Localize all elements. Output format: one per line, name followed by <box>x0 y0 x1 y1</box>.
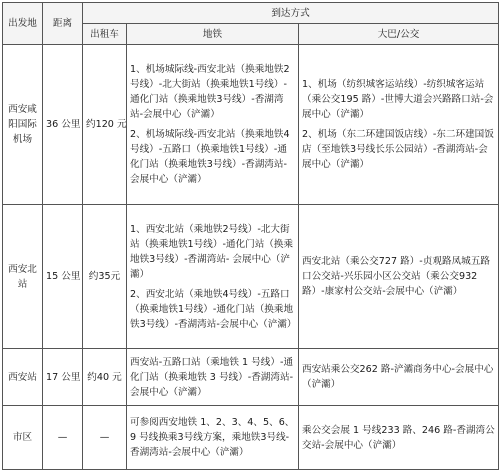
metro-route: 2、机场城际线-西安北站（换乘地铁4号线）-五路口（换乘地铁1号线）-通化门站（换乘地铁3号线）-香湖湾站-会展中心（浐灞） <box>130 129 290 185</box>
bus-route: 西安站乘公交262 路-浐灞商务中心-会展中心（浐灞） <box>302 364 494 390</box>
header-metro: 地铁 <box>127 24 299 45</box>
header-distance: 距离 <box>43 3 83 45</box>
metro-cell <box>127 406 299 470</box>
metro-cell <box>127 45 299 205</box>
distance-cell: 17 公里 <box>43 349 83 406</box>
distance-cell: 15 公里 <box>43 205 83 349</box>
bus-cell <box>299 349 499 406</box>
metro-route: 1、西安北站（乘地铁2号线）-北大街站（换乘地铁1号线）-通化门站（换乘地铁3号线）-香湖湾站- 会展中心（浐灞） <box>130 223 294 280</box>
bus-route: 西安北站（乘公交727 路）-贞观路凤城五路口公交站-兴乐园小区公交站（乘公交932 路）-康家村公交站-会展中心（浐灞） <box>302 256 490 297</box>
header-row-top <box>3 3 499 24</box>
taxi-cell: 约120 元 <box>83 45 127 205</box>
taxi-cell: 约40 元 <box>83 349 127 406</box>
metro-route: 西安站-五路口站（乘地铁 1 号线）-通化门站（换乘地铁 3 号线）-香湖湾站-会展中心（浐灞） <box>130 356 294 398</box>
bus-route: 1、机场（纺织城客运站线）-纺织城客运站（乘公交195 路）-世博大道会兴路路口站-会展中心（浐灞） <box>302 79 494 120</box>
metro-cell <box>127 205 299 349</box>
bus-route: 2、机场（东二环建国饭店线）-东二环建国饭店（至地铁3号线长乐公园站）-香湖湾站-会展中心（浐灞） <box>302 129 494 170</box>
origin-cell: 西安站 <box>3 349 43 406</box>
taxi-cell: 约35元 <box>83 205 127 349</box>
table-row <box>3 406 499 470</box>
distance-cell: 36 公里 <box>43 45 83 205</box>
bus-cell <box>299 45 499 205</box>
origin-cell: 西安北站 <box>3 205 43 349</box>
bus-cell <box>299 406 499 470</box>
origin-cell: 市区 <box>3 406 43 470</box>
bus-route: 乘公交会展 1 号线233 路、246 路-香湖湾公交站-会展中心（浐灞） <box>302 424 495 451</box>
origin-cell: 西安咸阳国际机场 <box>3 45 43 205</box>
header-arrival-method: 到达方式 <box>83 3 499 24</box>
metro-cell <box>127 349 299 406</box>
route-table <box>2 2 499 470</box>
table-row <box>3 349 499 406</box>
bus-cell <box>299 205 499 349</box>
header-taxi: 出租车 <box>83 24 127 45</box>
table-row <box>3 45 499 205</box>
header-bus: 大巴/公交 <box>299 24 499 45</box>
header-origin: 出发地 <box>3 3 43 45</box>
distance-cell: — <box>43 406 83 470</box>
table-row <box>3 205 499 349</box>
metro-route: 2、西安北站（乘地铁4号线）-五路口（换乘地铁1号线）-通化门站（换乘地铁3号线）-香湖湾站-会展中心（浐灞） <box>130 288 297 330</box>
taxi-cell: — <box>83 406 127 470</box>
metro-route: 1、机场城际线-西安北站（换乘地铁2号线）-北大街站（换乘地铁1号线）-通化门站（换乘地铁3号线）-香湖湾站-会展中心（浐灞） <box>130 64 290 120</box>
metro-route: 可参阅西安地铁 1、2、3、4、5、6、9 号线换乘3号线方案，乘地铁3号线-香湖湾站-会展中心（浐灞） <box>130 417 295 458</box>
